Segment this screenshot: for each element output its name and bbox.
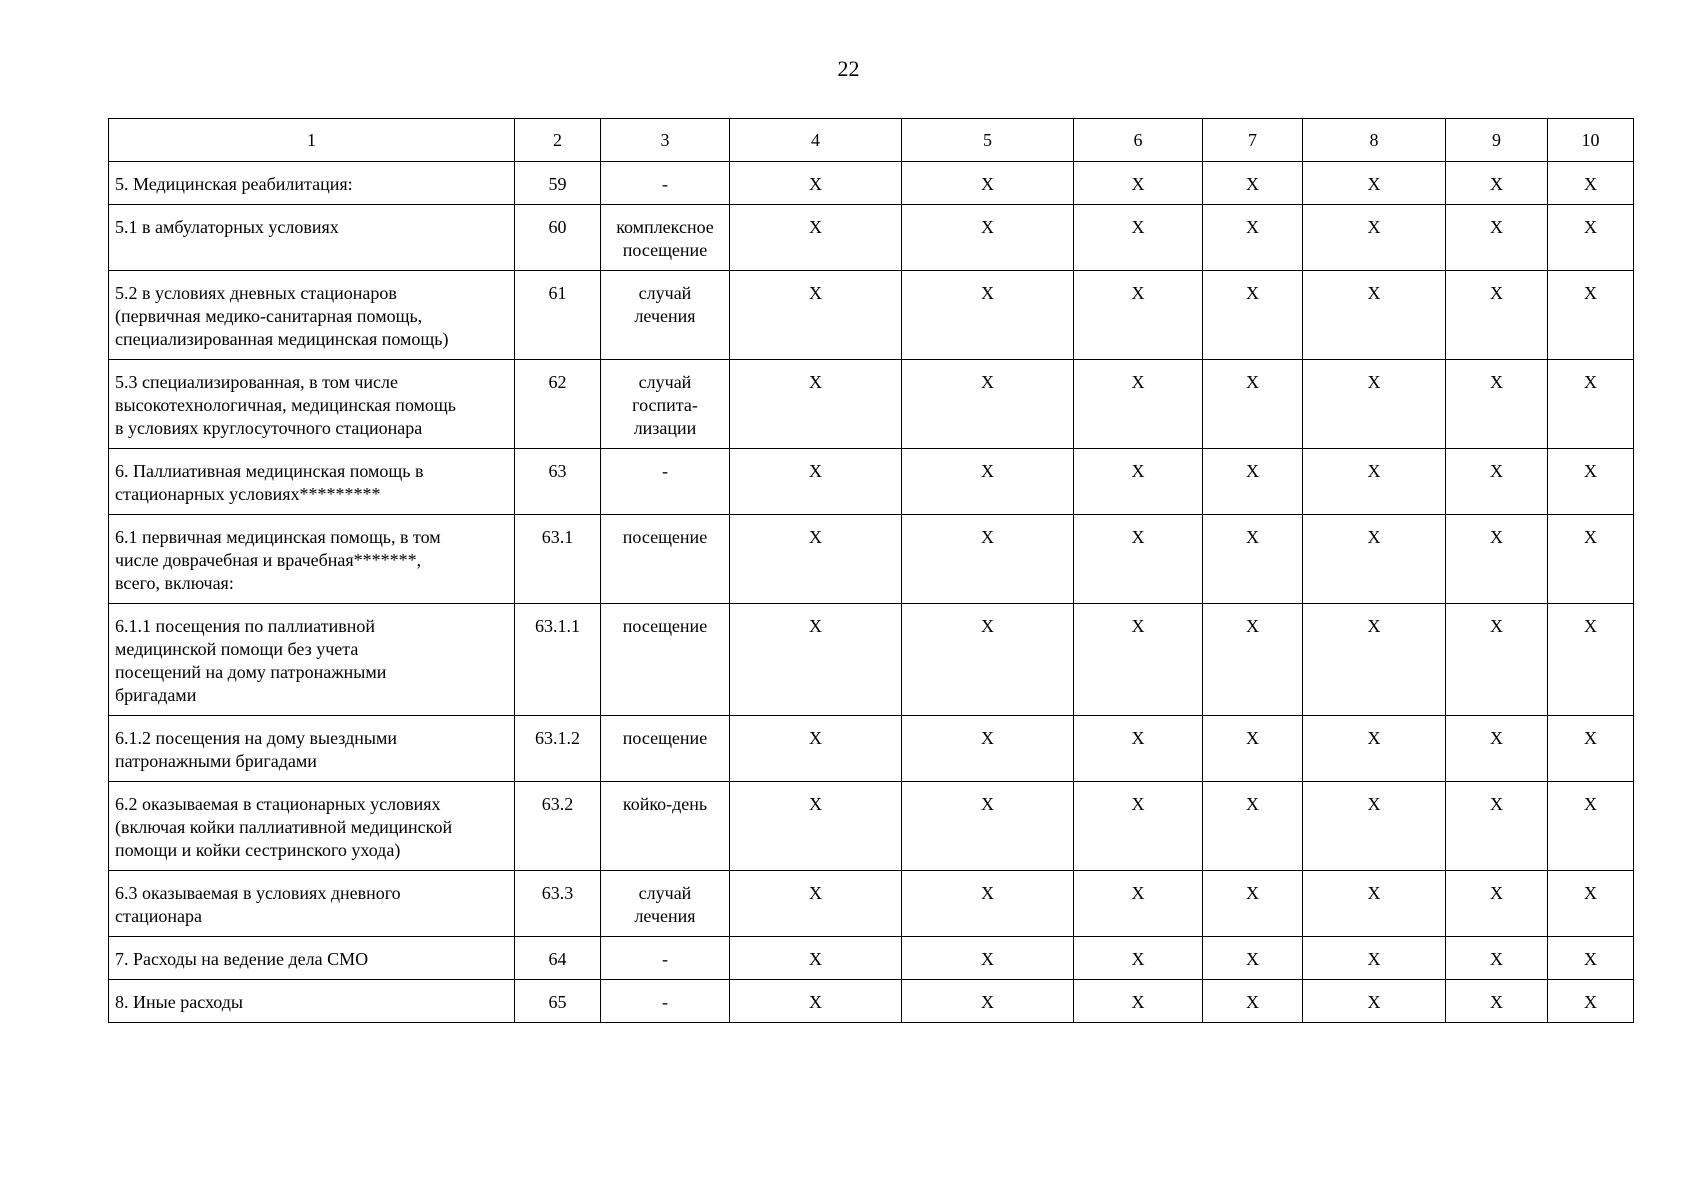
row-value-cell: X — [1303, 360, 1446, 449]
row-value-cell: X — [1548, 162, 1634, 205]
row-unit-cell — [601, 604, 730, 716]
row-unit-line: госпита- — [632, 395, 698, 415]
row-value-cell: X — [730, 360, 902, 449]
row-value-cell: X — [902, 162, 1074, 205]
row-unit-cell — [601, 980, 730, 1023]
row-value-cell: X — [1074, 937, 1203, 980]
row-value-cell: X — [902, 937, 1074, 980]
row-value-cell: X — [1074, 871, 1203, 937]
row-value-cell: X — [1203, 937, 1303, 980]
row-value-cell: X — [1203, 205, 1303, 271]
row-name-line: специализированная медицинская помощь) — [115, 329, 449, 349]
row-value-cell: X — [1548, 604, 1634, 716]
page-number: 22 — [837, 56, 860, 81]
row-name-cell — [109, 871, 515, 937]
row-value-cell: X — [730, 449, 902, 515]
row-name-cell — [109, 604, 515, 716]
row-value-cell: X — [902, 980, 1074, 1023]
row-unit-line: лечения — [634, 306, 696, 326]
row-unit-line: случай — [638, 372, 692, 392]
row-value-cell: X — [1548, 937, 1634, 980]
row-name-line: числе доврачебная и врачебная*******, — [115, 550, 422, 570]
row-value-cell: X — [1446, 604, 1548, 716]
row-code-cell: 64 — [515, 937, 601, 980]
row-name-cell — [109, 716, 515, 782]
row-code-cell: 63.3 — [515, 871, 601, 937]
row-unit-line: - — [662, 461, 668, 481]
table-row — [109, 716, 1634, 782]
row-name-cell — [109, 449, 515, 515]
row-name-line: всего, включая: — [115, 573, 234, 593]
row-value-cell: X — [1446, 871, 1548, 937]
row-name-cell — [109, 205, 515, 271]
row-value-cell: X — [1203, 515, 1303, 604]
column-header: 10 — [1548, 119, 1634, 162]
row-value-cell: X — [730, 205, 902, 271]
table-row — [109, 604, 1634, 716]
row-value-cell: X — [1203, 604, 1303, 716]
row-unit-line: посещение — [622, 240, 708, 260]
table-row — [109, 937, 1634, 980]
row-value-cell: X — [730, 162, 902, 205]
row-name-line: 6.1 первичная медицинская помощь, в том — [115, 527, 441, 547]
row-value-cell: X — [1303, 937, 1446, 980]
row-unit-line: лечения — [634, 906, 696, 926]
row-name-cell — [109, 360, 515, 449]
row-name-line: 7. Расходы на ведение дела СМО — [115, 949, 369, 969]
row-value-cell: X — [1548, 205, 1634, 271]
row-value-cell: X — [1303, 604, 1446, 716]
column-header: 4 — [730, 119, 902, 162]
row-value-cell: X — [902, 716, 1074, 782]
row-name-line: высокотехнологичная, медицинская помощь — [115, 395, 456, 415]
row-name-cell — [109, 162, 515, 205]
column-header: 9 — [1446, 119, 1548, 162]
table-row — [109, 871, 1634, 937]
row-value-cell: X — [730, 782, 902, 871]
row-value-cell: X — [902, 271, 1074, 360]
table-row — [109, 515, 1634, 604]
row-name-line: 5.1 в амбулаторных условиях — [115, 217, 339, 237]
row-value-cell: X — [1446, 271, 1548, 360]
row-value-cell: X — [1446, 449, 1548, 515]
column-header: 2 — [515, 119, 601, 162]
row-name-line: 5.2 в условиях дневных стационаров — [115, 283, 397, 303]
table-row — [109, 162, 1634, 205]
row-name-line: патронажными бригадами — [115, 751, 317, 771]
row-value-cell: X — [1303, 205, 1446, 271]
row-value-cell: X — [1548, 515, 1634, 604]
row-code-cell: 61 — [515, 271, 601, 360]
row-name-line: 6.1.1 посещения по паллиативной — [115, 616, 375, 636]
row-value-cell: X — [1446, 162, 1548, 205]
row-name-line: стационарных условиях********* — [115, 484, 381, 504]
table-row — [109, 782, 1634, 871]
table-row — [109, 980, 1634, 1023]
table-row — [109, 271, 1634, 360]
row-name-line: 5.3 специализированная, в том числе — [115, 372, 398, 392]
row-value-cell: X — [1446, 782, 1548, 871]
row-value-cell: X — [1548, 449, 1634, 515]
row-value-cell: X — [1203, 360, 1303, 449]
row-unit-cell — [601, 205, 730, 271]
row-value-cell: X — [1074, 271, 1203, 360]
row-name-line: посещений на дому патронажными — [115, 662, 387, 682]
row-value-cell: X — [1203, 716, 1303, 782]
row-value-cell: X — [1074, 449, 1203, 515]
row-value-cell: X — [1446, 205, 1548, 271]
row-code-cell: 63.1.1 — [515, 604, 601, 716]
row-name-line: 6.2 оказываемая в стационарных условиях — [115, 794, 441, 814]
row-value-cell: X — [1203, 782, 1303, 871]
row-name-cell — [109, 937, 515, 980]
row-code-cell: 65 — [515, 980, 601, 1023]
row-value-cell: X — [1303, 271, 1446, 360]
table-row — [109, 205, 1634, 271]
row-unit-line: лизации — [633, 418, 697, 438]
row-value-cell: X — [1303, 449, 1446, 515]
header-row — [109, 119, 1634, 162]
row-value-cell: X — [1303, 980, 1446, 1023]
row-value-cell: X — [1446, 716, 1548, 782]
table-row — [109, 449, 1634, 515]
row-unit-line: комплексное — [616, 217, 714, 237]
row-unit-cell — [601, 782, 730, 871]
row-code-cell: 63.1.2 — [515, 716, 601, 782]
row-unit-line: случай — [638, 883, 692, 903]
row-unit-cell — [601, 271, 730, 360]
row-unit-line: посещение — [622, 728, 708, 748]
row-unit-line: - — [662, 992, 668, 1012]
row-name-line: в условиях круглосуточного стационара — [115, 418, 423, 438]
row-unit-line: - — [662, 174, 668, 194]
row-unit-line: посещение — [622, 616, 708, 636]
column-header: 8 — [1303, 119, 1446, 162]
row-code-cell: 60 — [515, 205, 601, 271]
column-header: 7 — [1203, 119, 1303, 162]
data-table — [108, 118, 1634, 1023]
row-name-line: 5. Медицинская реабилитация: — [115, 174, 353, 194]
row-value-cell: X — [1074, 782, 1203, 871]
row-unit-line: - — [662, 949, 668, 969]
row-value-cell: X — [1446, 937, 1548, 980]
row-value-cell: X — [902, 604, 1074, 716]
row-value-cell: X — [1074, 205, 1203, 271]
row-value-cell: X — [902, 871, 1074, 937]
row-name-cell — [109, 271, 515, 360]
row-unit-line: случай — [638, 283, 692, 303]
row-value-cell: X — [1446, 360, 1548, 449]
row-value-cell: X — [1446, 515, 1548, 604]
row-unit-cell — [601, 515, 730, 604]
row-value-cell: X — [1548, 782, 1634, 871]
row-value-cell: X — [730, 980, 902, 1023]
row-value-cell: X — [1303, 871, 1446, 937]
row-unit-cell — [601, 162, 730, 205]
row-value-cell: X — [1203, 980, 1303, 1023]
column-header: 5 — [902, 119, 1074, 162]
row-name-line: 6. Паллиативная медицинская помощь в — [115, 461, 424, 481]
row-name-line: медицинской помощи без учета — [115, 639, 359, 659]
row-value-cell: X — [902, 515, 1074, 604]
row-code-cell: 63.1 — [515, 515, 601, 604]
row-value-cell: X — [730, 604, 902, 716]
row-value-cell: X — [1203, 271, 1303, 360]
row-unit-cell — [601, 449, 730, 515]
row-value-cell: X — [1548, 871, 1634, 937]
row-name-line: (включая койки паллиативной медицинской — [115, 817, 453, 837]
row-name-line: помощи и койки сестринского ухода) — [115, 840, 401, 860]
column-header: 1 — [109, 119, 515, 162]
row-name-line: 6.3 оказываемая в условиях дневного — [115, 883, 401, 903]
row-value-cell: X — [1303, 162, 1446, 205]
row-unit-cell — [601, 871, 730, 937]
row-value-cell: X — [1074, 716, 1203, 782]
row-value-cell: X — [730, 271, 902, 360]
row-name-line: (первичная медико-санитарная помощь, — [115, 306, 423, 326]
row-value-cell: X — [902, 782, 1074, 871]
row-value-cell: X — [1446, 980, 1548, 1023]
row-name-line: стационара — [115, 906, 202, 926]
row-value-cell: X — [730, 515, 902, 604]
row-value-cell: X — [1303, 716, 1446, 782]
column-header: 6 — [1074, 119, 1203, 162]
row-value-cell: X — [1203, 871, 1303, 937]
row-name-cell — [109, 980, 515, 1023]
table-row — [109, 360, 1634, 449]
row-value-cell: X — [730, 937, 902, 980]
row-value-cell: X — [1074, 515, 1203, 604]
row-value-cell: X — [1074, 162, 1203, 205]
row-value-cell: X — [1074, 980, 1203, 1023]
row-code-cell: 63 — [515, 449, 601, 515]
row-unit-line: койко-день — [622, 794, 708, 814]
row-value-cell: X — [730, 716, 902, 782]
row-code-cell: 63.2 — [515, 782, 601, 871]
row-name-line: 8. Иные расходы — [115, 992, 244, 1012]
row-value-cell: X — [902, 449, 1074, 515]
row-value-cell: X — [1074, 360, 1203, 449]
row-value-cell: X — [1548, 271, 1634, 360]
row-code-cell: 62 — [515, 360, 601, 449]
row-value-cell: X — [902, 360, 1074, 449]
row-value-cell: X — [1203, 162, 1303, 205]
column-header: 3 — [601, 119, 730, 162]
row-name-cell — [109, 782, 515, 871]
row-value-cell: X — [1303, 515, 1446, 604]
row-value-cell: X — [1074, 604, 1203, 716]
row-unit-cell — [601, 360, 730, 449]
row-value-cell: X — [1303, 782, 1446, 871]
row-name-line: бригадами — [115, 685, 197, 705]
row-name-cell — [109, 515, 515, 604]
row-value-cell: X — [1548, 980, 1634, 1023]
row-value-cell: X — [1203, 449, 1303, 515]
row-unit-cell — [601, 937, 730, 980]
row-value-cell: X — [1548, 716, 1634, 782]
row-name-line: 6.1.2 посещения на дому выездными — [115, 728, 397, 748]
row-value-cell: X — [1548, 360, 1634, 449]
row-unit-cell — [601, 716, 730, 782]
row-value-cell: X — [730, 871, 902, 937]
row-code-cell: 59 — [515, 162, 601, 205]
row-unit-line: посещение — [622, 527, 708, 547]
row-value-cell: X — [902, 205, 1074, 271]
